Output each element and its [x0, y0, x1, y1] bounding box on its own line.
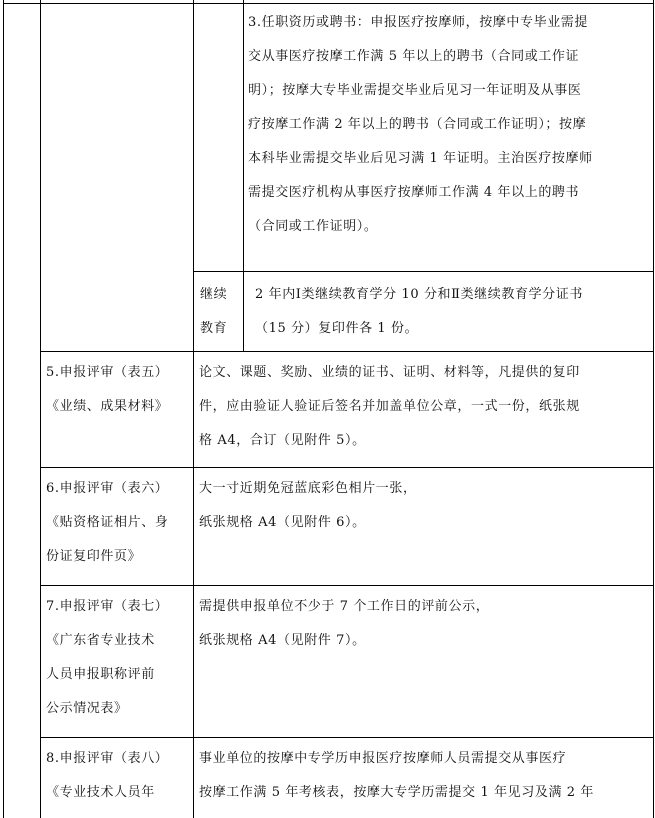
text-line: 纸张规格 A4（见附件 6）。 — [199, 515, 366, 530]
text-line: 人员申报职称评前 — [46, 667, 155, 682]
continuing-education-label — [200, 282, 240, 342]
text-line: （合同或工作证明）。 — [248, 219, 378, 234]
text-line: 《贴资格证相片、身 — [46, 515, 169, 530]
text-line: 8.申报评审（表八） — [46, 751, 169, 766]
text-line: 论文、课题、奖励、业绩的证书、证明、材料等，凡提供的复印 — [199, 365, 580, 380]
row-content — [199, 476, 651, 536]
row-divider — [40, 737, 654, 738]
row-divider-sub — [193, 271, 654, 272]
row-title — [46, 476, 192, 570]
row-divider — [40, 351, 654, 352]
text-line: 7.申报评审（表七） — [46, 599, 169, 614]
text-line: 继续 — [200, 287, 228, 302]
text-line: 格 A4，合订（见附件 5）。 — [199, 433, 366, 448]
text-line: 5.申报评审（表五） — [46, 365, 169, 380]
text-line: 纸张规格 A4（见附件 7）。 — [199, 633, 366, 648]
continuing-education-content — [255, 282, 650, 342]
table-border-title — [193, 0, 194, 818]
text-line: 《广东省专业技术 — [46, 633, 155, 648]
text-line: 《业绩、成果材料》 — [46, 399, 169, 414]
text-line: 2 年内Ⅰ类继续教育学分 10 分和Ⅱ类继续教育学分证书 — [255, 287, 583, 302]
table-border-index — [40, 0, 41, 818]
row-title — [46, 360, 192, 420]
row-divider — [40, 467, 654, 468]
text-line: 按摩工作满 5 年考核表，按摩大专学历需提交 1 年见习及满 2 年 — [199, 785, 595, 800]
text-line: 本科毕业需提交毕业后见习满 1 年证明。主治医疗按摩师 — [248, 151, 593, 166]
text-line: 件，应由验证人验证后签名并加盖单位公章，一式一份，纸张规 — [199, 399, 580, 414]
table-border-left — [3, 0, 4, 818]
row-title — [46, 746, 192, 806]
text-line: 事业单位的按摩中专学历申报医疗按摩师人员需提交从事医疗 — [199, 751, 567, 766]
table-border-right — [653, 0, 654, 818]
table-border-sublabel — [243, 0, 244, 351]
table-border-top — [3, 3, 654, 4]
text-line: 需提供申报单位不少于 7 个工作日的评前公示， — [199, 599, 490, 614]
row-divider — [40, 585, 654, 586]
text-line: 份证复印件页》 — [46, 549, 142, 564]
text-line: 6.申报评审（表六） — [46, 481, 169, 496]
text-line: 疗按摩工作满 2 年以上的聘书（合同或工作证明）；按摩 — [248, 117, 587, 132]
text-line: 公示情况表》 — [46, 701, 128, 716]
text-line: （15 分）复印件各 1 份。 — [255, 321, 419, 336]
text-line: 教育 — [200, 321, 228, 336]
row-title — [46, 594, 192, 722]
row-content — [199, 594, 651, 654]
text-line: 大一寸近期免冠蓝底彩色相片一张， — [199, 481, 417, 496]
row-content — [199, 746, 651, 806]
row-content — [199, 360, 651, 454]
text-line: 交从事医疗按摩工作满 5 年以上的聘书（合同或工作证 — [248, 49, 580, 64]
qualification-content — [248, 10, 650, 240]
text-line: 《专业技术人员年 — [46, 785, 155, 800]
text-line: 明）；按摩大专毕业需提交毕业后见习一年证明及从事医 — [248, 83, 582, 98]
text-line: 需提交医疗机构从事医疗按摩师工作满 4 年以上的聘书 — [248, 185, 580, 200]
text-line: 3.任职资历或聘书：申报医疗按摩师，按摩中专毕业需提 — [248, 15, 589, 30]
